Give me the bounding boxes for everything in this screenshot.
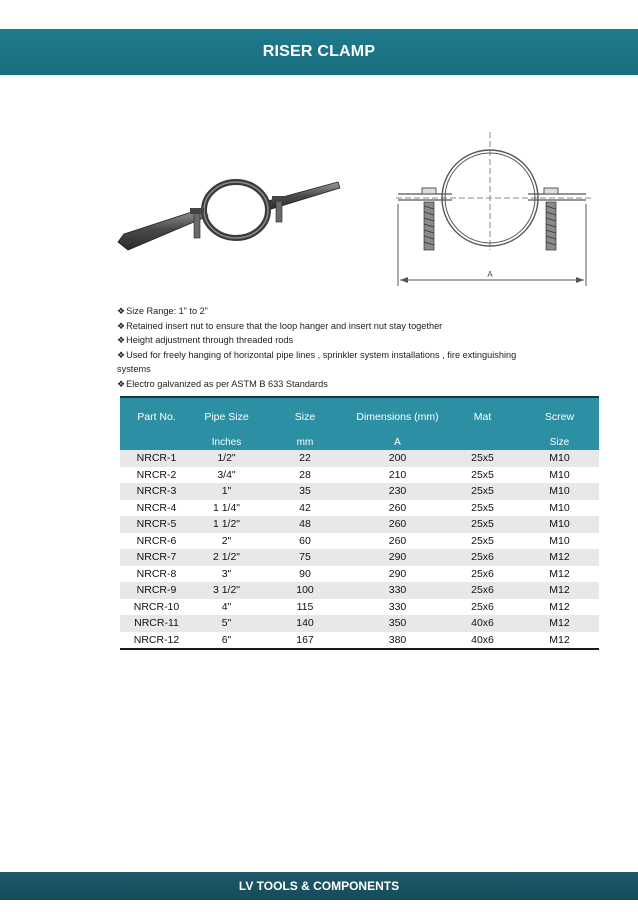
- table-cell: 260: [350, 533, 445, 550]
- col-header-screw: Screw: [520, 397, 599, 435]
- table-cell: 5": [193, 615, 260, 632]
- table-row: [120, 566, 599, 583]
- table-row: [120, 533, 599, 550]
- table-subheader-row: [120, 435, 599, 450]
- table-cell: M12: [520, 582, 599, 599]
- table-cell: 40x6: [445, 632, 520, 650]
- table-cell: 2": [193, 533, 260, 550]
- table-row: [120, 549, 599, 566]
- col-subheader: [120, 435, 193, 450]
- col-header-mat: Mat: [445, 397, 520, 435]
- table-cell: 1 1/2": [193, 516, 260, 533]
- table-cell: M10: [520, 500, 599, 517]
- table-row: [120, 599, 599, 616]
- table-row: [120, 516, 599, 533]
- table-cell: 25x6: [445, 582, 520, 599]
- table-cell: 290: [350, 549, 445, 566]
- table-cell: 140: [260, 615, 350, 632]
- table-cell: 290: [350, 566, 445, 583]
- table-cell: 3/4": [193, 467, 260, 484]
- table-cell: M10: [520, 516, 599, 533]
- table-cell: 380: [350, 632, 445, 650]
- table-cell: 330: [350, 582, 445, 599]
- diamond-bullet-icon: ❖: [117, 378, 126, 389]
- table-cell: NRCR-8: [120, 566, 193, 583]
- table-cell: 25x5: [445, 467, 520, 484]
- table-cell: 115: [260, 599, 350, 616]
- table-cell: 25x6: [445, 566, 520, 583]
- table-cell: 42: [260, 500, 350, 517]
- table-cell: NRCR-9: [120, 582, 193, 599]
- table-cell: M12: [520, 566, 599, 583]
- page-title: RISER CLAMP: [0, 29, 638, 75]
- table-cell: 48: [260, 516, 350, 533]
- table-cell: NRCR-5: [120, 516, 193, 533]
- table-cell: 25x6: [445, 599, 520, 616]
- table-cell: 167: [260, 632, 350, 650]
- table-cell: 40x6: [445, 615, 520, 632]
- table-cell: 4": [193, 599, 260, 616]
- table-header-row: [120, 397, 599, 435]
- table-cell: M12: [520, 615, 599, 632]
- col-header-dimensions: Dimensions (mm): [350, 397, 445, 435]
- table-cell: 25x5: [445, 500, 520, 517]
- feature-item: ❖Size Range: 1” to 2”: [117, 306, 208, 316]
- feature-item: ❖Height adjustment through threaded rods: [117, 335, 294, 346]
- col-subheader-inches: Inches: [193, 435, 260, 450]
- table-cell: 330: [350, 599, 445, 616]
- table-cell: NRCR-4: [120, 500, 193, 517]
- table-cell: 3 1/2": [193, 582, 260, 599]
- feature-list: [117, 304, 527, 392]
- table-cell: M12: [520, 632, 599, 650]
- diamond-bullet-icon: ❖: [117, 320, 126, 331]
- table-cell: 3": [193, 566, 260, 583]
- table-cell: 35: [260, 483, 350, 500]
- table-cell: M10: [520, 533, 599, 550]
- table-cell: 100: [260, 582, 350, 599]
- footer-company: LV TOOLS & COMPONENTS: [0, 872, 638, 900]
- table-cell: NRCR-1: [120, 450, 193, 467]
- table-row: [120, 632, 599, 650]
- col-subheader: [445, 435, 520, 450]
- table-cell: NRCR-7: [120, 549, 193, 566]
- table-cell: 28: [260, 467, 350, 484]
- col-subheader-a: A: [350, 435, 445, 450]
- table-cell: 2 1/2": [193, 549, 260, 566]
- diamond-bullet-icon: ❖: [117, 349, 126, 360]
- table-cell: M10: [520, 483, 599, 500]
- table-cell: 230: [350, 483, 445, 500]
- table-cell: 260: [350, 500, 445, 517]
- feature-item: ❖Retained insert nut to ensure that the loop hanger and insert nut stay together: [117, 320, 443, 331]
- col-header-part-no: Part No.: [120, 397, 193, 435]
- table-row: [120, 467, 599, 484]
- table-cell: 25x5: [445, 533, 520, 550]
- table-cell: 60: [260, 533, 350, 550]
- table-row: [120, 450, 599, 467]
- technical-drawing: [386, 130, 602, 292]
- table-cell: M12: [520, 549, 599, 566]
- table-cell: NRCR-6: [120, 533, 193, 550]
- table-row: [120, 483, 599, 500]
- table-cell: 75: [260, 549, 350, 566]
- table-cell: 25x5: [445, 483, 520, 500]
- table-cell: 90: [260, 566, 350, 583]
- spec-table: [120, 396, 599, 650]
- table-cell: M10: [520, 450, 599, 467]
- diamond-bullet-icon: ❖: [117, 335, 126, 346]
- table-body: [120, 450, 599, 649]
- table-cell: 210: [350, 467, 445, 484]
- table-cell: M12: [520, 599, 599, 616]
- col-subheader-size: Size: [520, 435, 599, 450]
- feature-item: ❖Used for freely hanging of horizontal pipe lines , sprinkler system installations , fire extinguishing systems: [117, 349, 517, 375]
- table-cell: NRCR-2: [120, 467, 193, 484]
- riser-clamp-photo: [116, 176, 342, 266]
- table-cell: 25x5: [445, 516, 520, 533]
- table-cell: 1 1/4": [193, 500, 260, 517]
- table-cell: 1/2": [193, 450, 260, 467]
- table-cell: NRCR-3: [120, 483, 193, 500]
- table-cell: 1": [193, 483, 260, 500]
- table-cell: 200: [350, 450, 445, 467]
- feature-item: ❖Electro galvanized as per ASTM B 633 Standards: [117, 378, 328, 389]
- table-cell: 25x6: [445, 549, 520, 566]
- table-cell: 350: [350, 615, 445, 632]
- col-subheader-mm: mm: [260, 435, 350, 450]
- table-cell: M10: [520, 467, 599, 484]
- table-row: [120, 500, 599, 517]
- table-cell: 260: [350, 516, 445, 533]
- table-cell: 25x5: [445, 450, 520, 467]
- table-cell: NRCR-11: [120, 615, 193, 632]
- table-row: [120, 615, 599, 632]
- diamond-bullet-icon: ❖: [117, 306, 126, 316]
- table-cell: 22: [260, 450, 350, 467]
- dimension-a-label: A: [487, 270, 493, 279]
- table-cell: NRCR-10: [120, 599, 193, 616]
- col-header-size: Size: [260, 397, 350, 435]
- table-cell: 6": [193, 632, 260, 650]
- table-row: [120, 582, 599, 599]
- col-header-pipe-size: Pipe Size: [193, 397, 260, 435]
- table-cell: NRCR-12: [120, 632, 193, 650]
